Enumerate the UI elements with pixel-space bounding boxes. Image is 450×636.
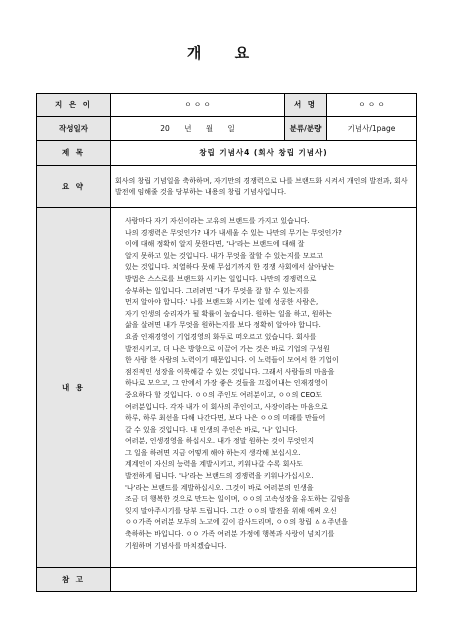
content-line: 먼저 알아야 합니다.' 나를 브랜드화 시키는 일에 성공한 사람은, [125,298,319,307]
content-line: 그 일을 하려면 지금 어떻게 해야 하는지 생각해 보십시오. [125,448,301,457]
content-line: 발전시키고, 더 나은 방향으로 이끌어 가는 것은 바로 기업의 구성원 [125,344,330,353]
document-form-table [36,93,417,592]
date-value: 20 년 월 일 [111,117,285,141]
content-row [37,208,417,568]
content-line: 여러분입니다. 각자 내가 이 회사의 주인이고, 사장이라는 마음으로 [125,402,328,411]
date-row [37,117,417,141]
content-line: 나의 경쟁력은 무엇인가? 내가 내세울 수 있는 나만의 무기는 무엇인가? [125,228,342,237]
content-line: 조금 더 행복한 것으로 만드는 일이며, ㅇㅇ의 고속성장을 유도하는 길임을 [125,495,351,504]
content-line: 갈 수 있을 것입니다. 내 인생의 주인은 바로, '나' 입니다. [125,425,298,434]
content-line: 중요하다 할 것입니다. ㅇㅇ의 주인도 여러분이고, ㅇㅇ의 CEO도 [125,390,323,399]
note-row [37,568,417,592]
content-line: 발전하게 됩니다. '나'라는 브랜드의 경쟁력을 키워나가십시오. [125,472,314,481]
date-label: 작성일자 [37,117,111,141]
content-line: 하나로 모으고, 그 안에서 가장 좋은 것들을 끄집어내는 인재경영이 [125,379,328,388]
author-label: 지 은 이 [37,94,111,117]
content-line: 승부하는 일입니다. 그러려면 '내가 무엇을 잘 할 수 있는지를 [125,286,310,295]
content-line: 있는 것입니다. 치열하다 못해 무섭기까지 한 경쟁 사회에서 살아남는 [125,263,335,272]
content-line: 사람마다 자기 자신이라는 고유의 브랜드를 가지고 있습니다. [125,217,310,225]
content-line: 방법은 스스로를 브랜드화 시키는 일입니다. 나만의 경쟁력으로 [125,274,317,283]
content-line: 점진적인 성장을 이룩해갈 수 있는 것입니다. 그래서 사람들의 마음을 [125,367,335,376]
content-line: 요즘 인재경영이 기업경영의 화두로 떠오르고 있습니다. 회사를 [125,332,317,341]
note-value [111,568,417,592]
author-value: ㅇ ㅇ ㅇ [111,94,285,117]
content-line: 하루, 하루 최선을 다해 나간다면, 보다 나은 ㅇㅇ의 미래를 만들어 [125,414,326,423]
content-line: 여러분, 인생경영을 하십시오. 내가 정말 원하는 것이 무엇인지 [125,437,315,446]
summary-text: 회사의 창립 기념일을 축하하며, 자기만의 경쟁력으로 나를 브랜드화 시켜서 개인의 발전과, 회사 발전에 임해줄 것을 당부하는 내용의 창립 기념사입니다. [111,166,417,208]
content-line: 잊지 말아주시기를 당부 드립니다. 그간 ㅇㅇ의 발전을 위해 애써 오신 [125,506,337,515]
content-body [111,208,417,568]
content-label: 내 용 [37,208,111,568]
content-line: '나'라는 브랜드를 계발하십시오. 그것이 바로 여러분의 인생을 [125,483,314,492]
note-label: 참 고 [37,568,111,592]
content-line: 한 사람 한 사람의 노력이기 때문입니다. 이 노력들이 모여서 한 기업이 [125,356,339,365]
summary-row [37,166,417,208]
content-line: 계계인이 자신의 능력을 계발시키고, 키워나갈 수록 회사도 [125,460,303,469]
author-row [37,94,417,117]
category-value: 기념사/1page [327,117,417,141]
subject-row [37,141,417,166]
content-line: 알지 못하고 있는 것입니다. 내가 무엇을 잘할 수 있는지를 모르고 [125,251,324,260]
content-line: ㅇㅇ가족 여러분 모두의 노고에 깊이 감사드리며, ㅇㅇ의 창립 ㅿㅿ주년을 [125,518,348,527]
page-title: 개 요 [186,44,264,62]
content-line: 자기 인생의 승리자가 될 확률이 높습니다. 원하는 일을 하고, 원하는 [125,309,333,318]
subject-label: 제 목 [37,141,111,166]
subject-value: 창립 기념사4 (회사 창립 기념사) [111,141,417,166]
category-label: 분류/분량 [285,117,327,141]
content-line: 이에 대해 정확히 알지 못한다면, '나'라는 브랜드에 대해 잘 [125,240,305,249]
summary-label: 요 약 [37,166,111,208]
content-lines [125,216,410,552]
content-line: 삶을 살려면 내가 무엇을 원하는지를 보다 정확히 알아야 합니다. [125,321,321,330]
book-title-label: 서 명 [285,94,327,117]
content-line: 축하하는 바입니다. ㅇㅇ 가족 여러분 가정에 행복과 사랑이 넘치기를 [125,530,335,539]
content-line: 기원하며 기념사를 마치겠습니다. [125,541,227,550]
book-title-value: ㅇ ㅇ ㅇ [327,94,417,117]
